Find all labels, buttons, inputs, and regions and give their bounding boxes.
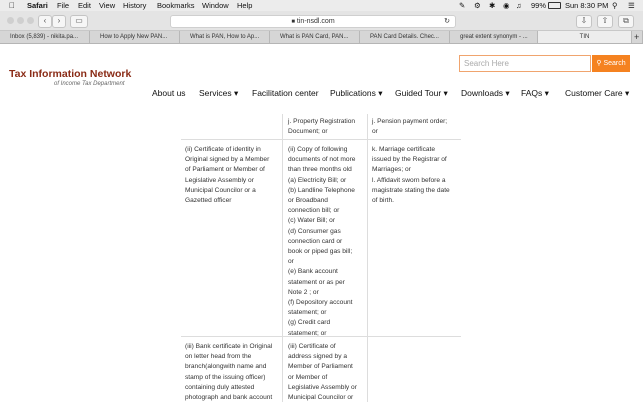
zoom-window-button[interactable]: [27, 17, 34, 24]
tab-what-is-pan-card[interactable]: What is PAN Card, PAN...: [270, 31, 360, 43]
sidebar-button[interactable]: ▭: [70, 15, 88, 28]
search-icon: ⚲: [596, 60, 602, 67]
nav-downloads[interactable]: Downloads ▾: [461, 88, 510, 98]
page-content: [0, 44, 643, 402]
menu-file[interactable]: File: [57, 1, 70, 10]
new-tab-button[interactable]: +: [632, 31, 643, 43]
search-input[interactable]: Search Here: [459, 55, 591, 72]
column-divider: [367, 114, 368, 402]
nav-services[interactable]: Services ▾: [199, 88, 239, 98]
tab-great-extent-synonym[interactable]: great extent synonym - ...: [450, 31, 538, 43]
tab-pan-card-details[interactable]: PAN Card Details. Chec...: [360, 31, 450, 43]
menu-bookmarks[interactable]: Bookmarks: [157, 1, 195, 10]
reload-icon[interactable]: ↻: [444, 18, 450, 25]
table-cell: (iii) Certificate of address signed by a Member of Parliament or Member of Legislative Assembly or Municipal Councilor or: [288, 343, 357, 402]
back-button[interactable]: ‹: [38, 15, 52, 28]
wifi-icon[interactable]: ◉: [503, 1, 510, 10]
browser-toolbar: [0, 11, 643, 31]
nav-customer-care[interactable]: Customer Care ▾: [565, 88, 630, 98]
table-cell: (ii) Certificate of identity in Original signed by a Member of Parliament or Member of Legislative Assembly or Municipal Councilor or a Gazetted officer: [185, 146, 270, 205]
address-bar[interactable]: [170, 15, 456, 28]
table-cell: j. Property Registration Document; or: [288, 118, 356, 136]
menu-view[interactable]: View: [99, 1, 116, 10]
nav-about-us[interactable]: About us: [152, 88, 186, 98]
show-tabs-button[interactable]: ⧉: [618, 15, 634, 28]
tab-how-to-apply-pan[interactable]: How to Apply New PAN...: [90, 31, 180, 43]
search-button[interactable]: [592, 55, 630, 72]
table-cell: (iii) Bank certificate in Original on letter head from the branch(alongwith name and stamp of the issuing officer) containing duly attested photograph and bank account: [185, 343, 273, 402]
lock-icon: ■: [291, 19, 295, 25]
menu-bar: [0, 0, 643, 11]
tab-inbox[interactable]: Inbox (5,839) - nikita.pa...: [0, 31, 90, 43]
menu-list-icon[interactable]: ☰: [628, 1, 635, 10]
menu-safari[interactable]: Safari: [27, 1, 48, 10]
clock[interactable]: Sun 8:30 PM: [565, 1, 609, 10]
menu-history[interactable]: History: [123, 1, 147, 10]
tab-tin[interactable]: TIN: [538, 31, 632, 43]
close-window-button[interactable]: [7, 17, 14, 24]
downloads-button[interactable]: ⇩: [576, 15, 592, 28]
bluetooth-icon[interactable]: ✱: [489, 1, 496, 10]
documents-table: [181, 114, 461, 402]
menu-edit[interactable]: Edit: [78, 1, 91, 10]
table-cell: j. Pension payment order; or: [372, 118, 448, 136]
url-text: tin-nsdl.com: [296, 18, 335, 25]
search-button-label: Search: [603, 60, 626, 67]
site-subtitle: of Income Tax Department: [54, 81, 125, 87]
tab-what-is-pan[interactable]: What is PAN, How to Ap...: [180, 31, 270, 43]
forward-button[interactable]: ›: [52, 15, 66, 28]
table-cell: k. Marriage certificate issued by the Registrar of Marriages; or l. Affidavit sworn before a magistrate stating the date of birth.: [372, 146, 450, 205]
menu-help[interactable]: Help: [237, 1, 253, 10]
nav-guided-tour[interactable]: Guided Tour ▾: [395, 88, 448, 98]
apple-icon[interactable]: [9, 1, 15, 10]
menu-window[interactable]: Window: [202, 1, 229, 10]
tab-bar: [0, 31, 643, 44]
battery-percent[interactable]: 99%: [531, 1, 547, 10]
nav-facilitation-center[interactable]: Facilitation center: [252, 88, 319, 98]
volume-icon[interactable]: ♫: [516, 1, 522, 10]
site-title[interactable]: Tax Information Network: [9, 68, 132, 80]
battery-icon[interactable]: [548, 2, 561, 9]
row-divider: [181, 139, 461, 140]
column-divider: [282, 114, 283, 402]
lock-icon[interactable]: ⚙: [474, 1, 481, 10]
table-cell: (ii) Copy of following documents of not more than three months old (a) Electricity Bill; or (b) Landline Telephone or Broadband connection bill; or (c) Water Bill; or (d) Consumer gas connection card or book or piped gas bill; or (e) Bank account statement or as per Note 2 ; or (f) Depository account statement; or (g) Credit card statement; or: [288, 146, 356, 337]
minimize-window-button[interactable]: [17, 17, 24, 24]
search-icon[interactable]: ⚲: [612, 1, 618, 10]
nav-faqs[interactable]: FAQs ▾: [521, 88, 549, 98]
share-button[interactable]: ⇧: [597, 15, 613, 28]
notes-icon[interactable]: ✎: [459, 1, 466, 10]
nav-publications[interactable]: Publications ▾: [330, 88, 383, 98]
